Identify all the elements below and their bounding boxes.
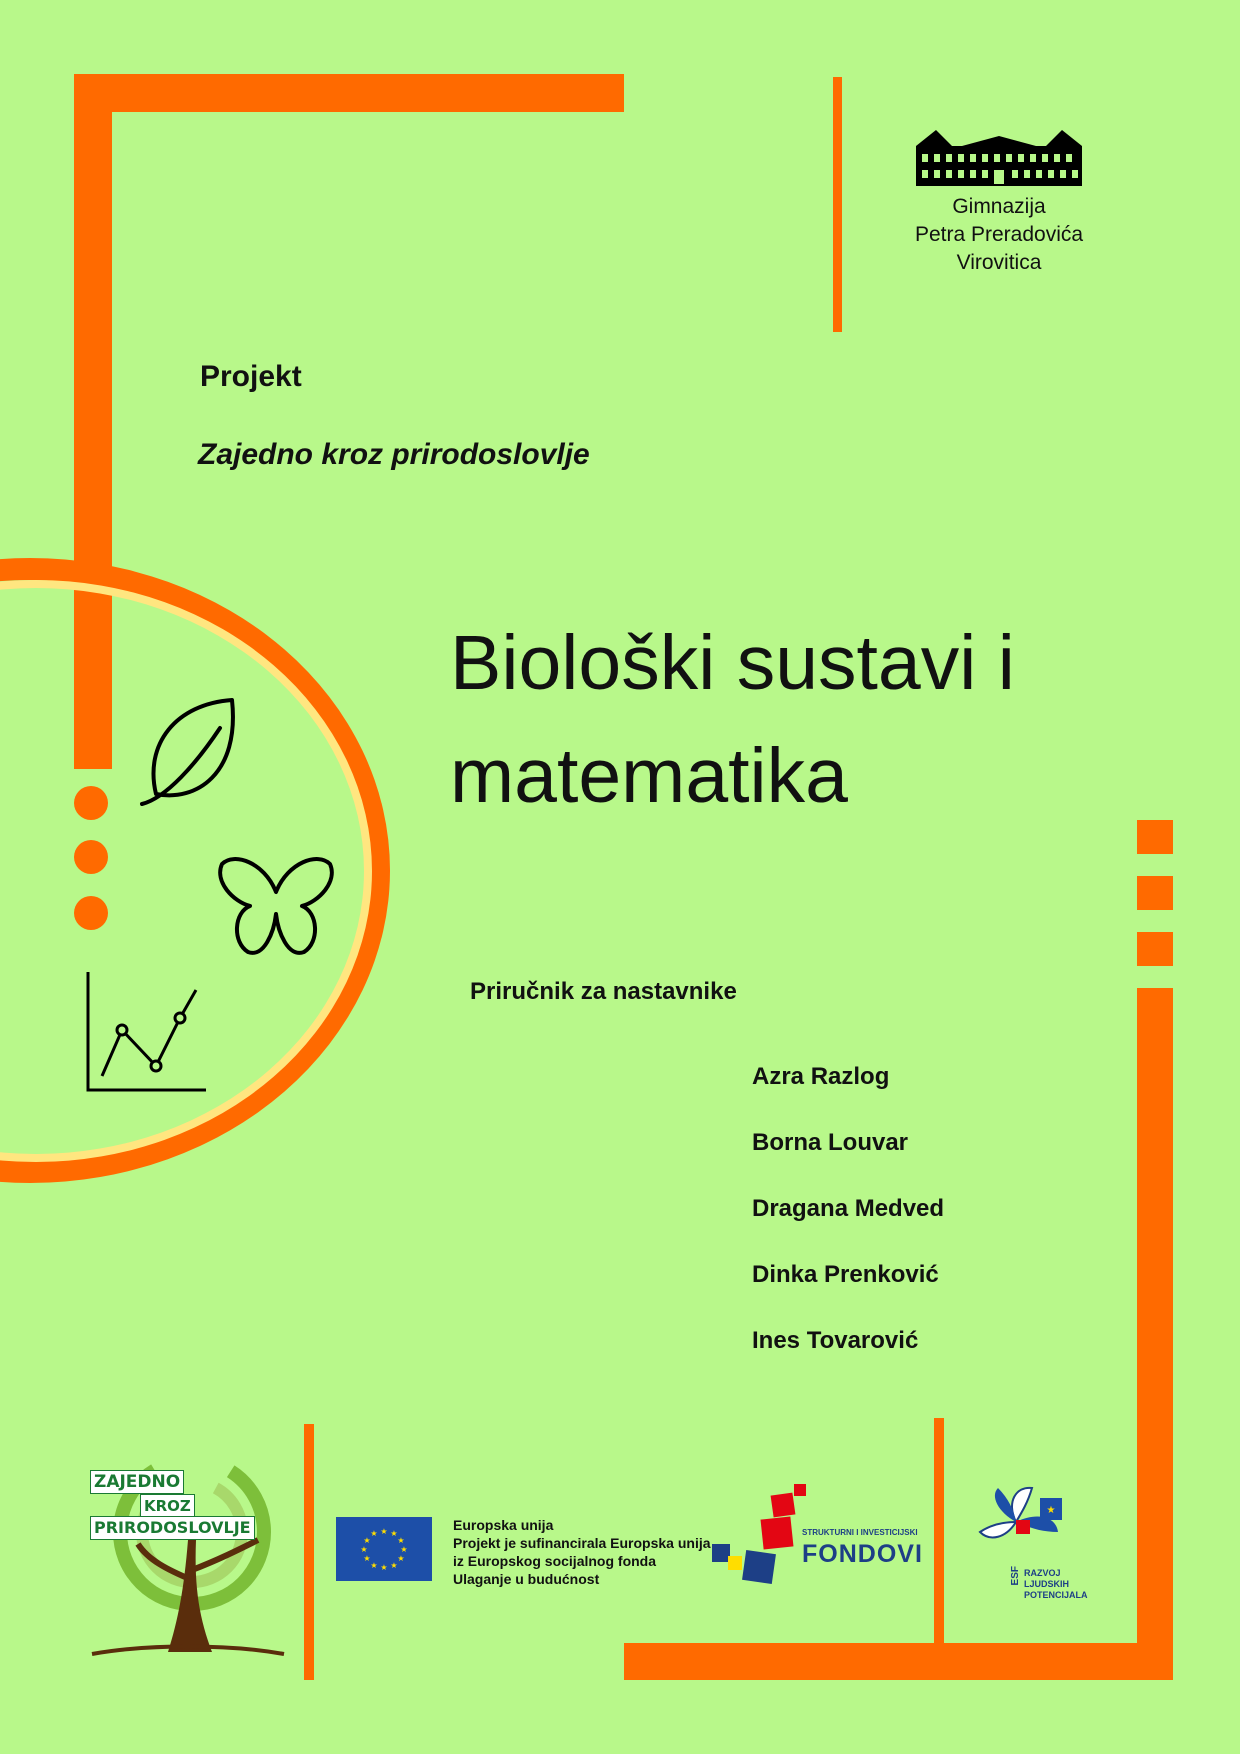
decor-square xyxy=(1137,820,1173,854)
svg-text:★: ★ xyxy=(390,1561,398,1570)
school-name-line: Petra Preradovića xyxy=(914,223,1084,246)
leaf-icon xyxy=(136,694,246,808)
eu-flag-icon xyxy=(336,1517,432,1581)
svg-text:★: ★ xyxy=(400,1545,408,1554)
project-label: Projekt xyxy=(200,360,302,393)
footer-divider-right xyxy=(934,1418,944,1643)
title-line: matematika xyxy=(450,733,848,819)
esf-logo xyxy=(976,1482,1106,1612)
author-name: Ines Tovarović xyxy=(752,1327,919,1354)
subtitle: Priručnik za nastavnike xyxy=(470,978,737,1005)
eu-funding-text xyxy=(453,1516,711,1588)
eu-text-line: Europska unija xyxy=(453,1517,554,1533)
footer-divider-left xyxy=(304,1424,314,1680)
esf-text xyxy=(1024,1568,1088,1601)
title-line: Biološki sustavi i xyxy=(450,620,1015,706)
esf-text-line: LJUDSKIH xyxy=(1024,1579,1070,1589)
frame-top-bar xyxy=(74,74,624,112)
frame-bottom-bar xyxy=(624,1643,1173,1680)
project-logo-word: KROZ xyxy=(140,1494,195,1518)
butterfly-icon xyxy=(214,852,338,960)
svg-text:★: ★ xyxy=(380,1563,388,1572)
esf-text-line: RAZVOJ xyxy=(1024,1568,1061,1578)
eu-text-line: iz Europskog socijalnog fonda xyxy=(453,1553,657,1569)
decor-dot xyxy=(74,896,108,930)
school-name-line: Gimnazija xyxy=(952,195,1046,218)
author-name: Azra Razlog xyxy=(752,1063,890,1090)
svg-text:★: ★ xyxy=(390,1529,398,1538)
page-title xyxy=(450,607,1015,833)
decor-dot xyxy=(74,840,108,874)
author-name: Dinka Prenković xyxy=(752,1261,939,1288)
line-chart-icon xyxy=(84,970,208,1094)
fondovi-small-text: STRUKTURNI I INVESTICIJSKI xyxy=(802,1528,918,1537)
svg-text:★: ★ xyxy=(1046,1505,1056,1516)
svg-text:★: ★ xyxy=(397,1536,405,1545)
school-divider xyxy=(833,77,842,332)
fondovi-big-text: FONDOVI xyxy=(802,1540,923,1568)
esf-pinwheel-icon xyxy=(976,1482,1076,1562)
author-name: Dragana Medved xyxy=(752,1195,945,1222)
svg-text:★: ★ xyxy=(370,1561,378,1570)
frame-right-bar xyxy=(1137,988,1173,1680)
author-name: Borna Louvar xyxy=(752,1129,909,1156)
eu-text-line: Projekt je sufinancirala Europska unija xyxy=(453,1535,711,1551)
esf-text-line: POTENCIJALA xyxy=(1024,1590,1088,1600)
esf-vertical-text: ESF xyxy=(1010,1566,1021,1586)
fondovi-logo xyxy=(710,1484,923,1584)
svg-text:★: ★ xyxy=(397,1554,405,1563)
svg-text:★: ★ xyxy=(370,1529,378,1538)
school-name xyxy=(912,193,1086,277)
eu-text-line: Ulaganje u budućnost xyxy=(453,1571,600,1587)
school-building-icon xyxy=(912,126,1086,188)
decor-dot xyxy=(74,786,108,820)
fondovi-squares-icon xyxy=(710,1484,810,1584)
decor-square xyxy=(1137,876,1173,910)
decor-square xyxy=(1137,932,1173,966)
project-logo xyxy=(88,1440,288,1660)
project-logo-word: ZAJEDNO xyxy=(90,1470,184,1494)
school-logo xyxy=(912,126,1086,277)
project-name: Zajedno kroz prirodoslovlje xyxy=(198,438,590,471)
svg-text:★: ★ xyxy=(363,1536,371,1545)
school-name-line: Virovitica xyxy=(956,251,1042,274)
svg-text:★: ★ xyxy=(363,1554,371,1563)
svg-text:★: ★ xyxy=(380,1527,388,1536)
project-logo-word: PRIRODOSLOVLJE xyxy=(90,1516,255,1540)
svg-text:★: ★ xyxy=(360,1545,368,1554)
